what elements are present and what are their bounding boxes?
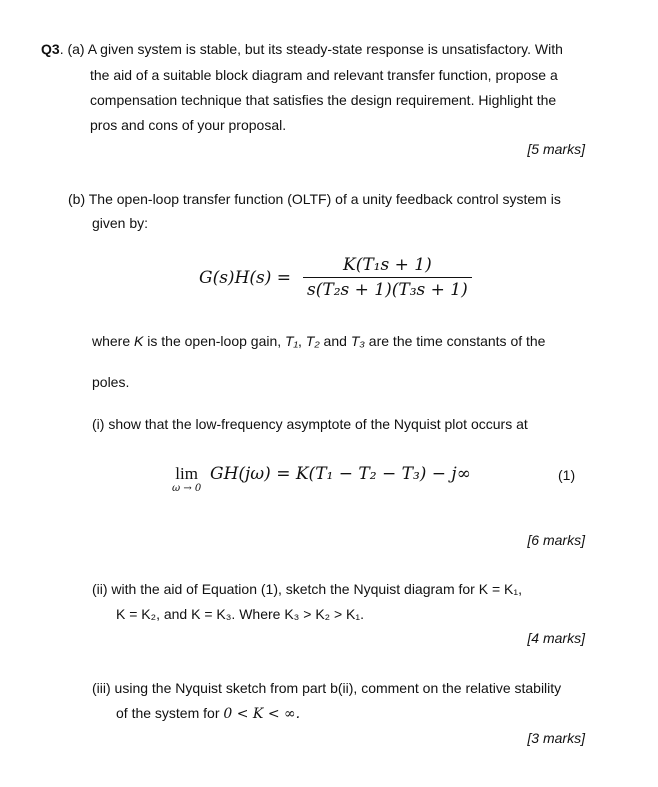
part-a-marks: [5 marks] xyxy=(527,141,585,157)
question-label: Q3 xyxy=(41,41,60,57)
where-line-2: poles. xyxy=(92,374,130,390)
oltf-lhs: G(s)H(s) = xyxy=(199,268,292,288)
part-ii-marks: [4 marks] xyxy=(527,630,585,646)
part-a-text-2: the aid of a suitable block diagram and relevant transfer function, propose a xyxy=(90,67,558,83)
part-ii-text-2: K = K₂, and K = K₃. Where K₃ > K₂ > K₁. xyxy=(116,606,365,622)
equation-number: (1) xyxy=(558,467,576,483)
part-b-intro-2: given by: xyxy=(92,215,149,231)
part-a-text-4: pros and cons of your proposal. xyxy=(90,117,287,133)
oltf-fraction xyxy=(303,255,472,300)
where-k: K xyxy=(134,333,144,349)
oltf-denominator: s(T₂s + 1)(T₃s + 1) xyxy=(307,280,468,300)
lim-subscript: ω → 0 xyxy=(172,483,202,494)
where-and: and xyxy=(319,333,351,349)
part-ii-text-1: (ii) with the aid of Equation (1), sketch the Nyquist diagram for K = K₁, xyxy=(92,581,522,597)
limit-operator xyxy=(172,465,201,495)
part-a-text-3: compensation technique that satisfies the design requirement. Highlight the xyxy=(90,92,557,108)
lim-word: lim xyxy=(175,464,198,483)
part-iii-prefix: of the system for xyxy=(116,705,224,721)
limit-expression: GH(jω) = K(T₁ − T₂ − T₃) − j∞ xyxy=(210,464,471,484)
part-i-text: (i) show that the low-frequency asymptote of the Nyquist plot occurs at xyxy=(92,416,528,432)
where-middle: is the open-loop gain, xyxy=(143,333,286,349)
where-prefix: where xyxy=(92,333,135,349)
where-sep1: , xyxy=(298,333,306,349)
part-iii-text-1: (iii) using the Nyquist sketch from part b(ii), comment on the relative stability xyxy=(92,680,562,696)
oltf-numerator: K(T₁s + 1) xyxy=(343,255,432,275)
part-i-marks: [6 marks] xyxy=(527,532,585,548)
where-suffix: are the time constants of the xyxy=(364,333,546,349)
where-t2: T₂ xyxy=(305,333,320,349)
part-a-tag: (a) xyxy=(67,41,85,57)
part-b-intro-1: (b) The open-loop transfer function (OLTF) of a unity feedback control system is xyxy=(68,191,561,207)
part-iii-math: 0 < K < ∞. xyxy=(223,706,301,722)
where-line-1 xyxy=(92,332,545,350)
where-t1: T₁ xyxy=(285,333,298,349)
part-iii-marks: [3 marks] xyxy=(527,730,585,746)
question-a-line-1: Q3. (a) A given system is stable, but its steady-state response is unsatisfactory. With xyxy=(41,41,563,57)
part-a-text-1: A given system is stable, but its steady-state response is unsatisfactory. With xyxy=(87,41,563,57)
where-t3: T₃ xyxy=(350,333,365,349)
part-iii-text-2 xyxy=(116,704,300,723)
